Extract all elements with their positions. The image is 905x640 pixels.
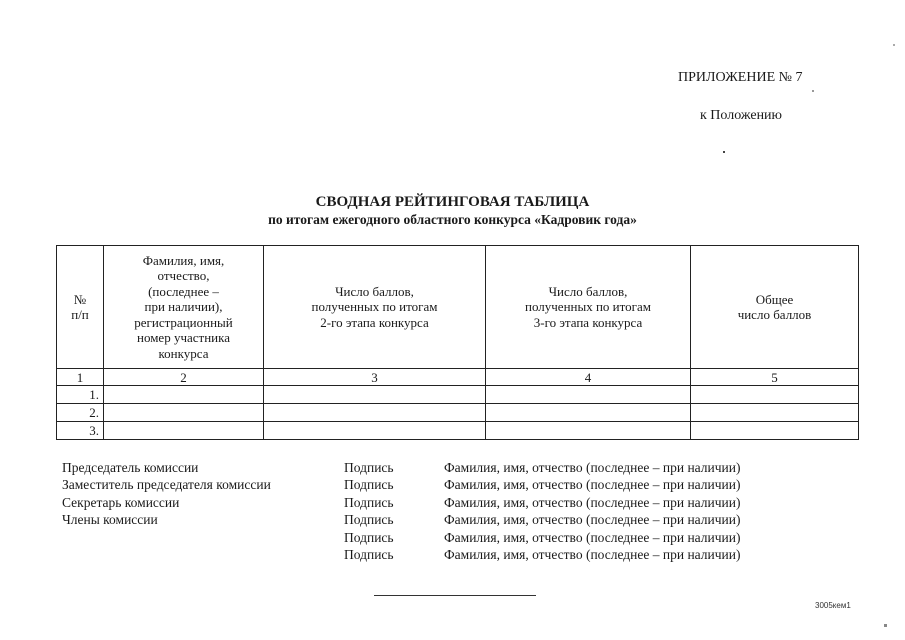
table-row — [57, 386, 859, 404]
column-number: 2 — [104, 369, 264, 386]
signature-row — [62, 511, 804, 528]
document-subtitle: по итогам ежегодного областного конкурса «Кадровик года» — [268, 212, 637, 227]
document-title: СВОДНАЯ РЕЙТИНГОВАЯ ТАБЛИЦА — [315, 194, 590, 210]
participant-cell — [104, 386, 264, 404]
signatory-role: Члены комиссии — [62, 512, 158, 528]
header-line: при наличии), — [144, 299, 223, 315]
header-line: 2-го этапа конкурса — [320, 314, 429, 330]
header-line: отчество, — [157, 268, 210, 284]
appendix-reference: к Положению — [700, 108, 783, 123]
column-number: 3 — [264, 369, 486, 386]
table-header-row — [57, 246, 859, 369]
header-line: число баллов — [737, 307, 812, 322]
signature-field: Подпись — [344, 512, 394, 528]
footer-divider — [374, 595, 536, 596]
signature-row — [62, 459, 804, 476]
signature-row — [62, 529, 804, 546]
total-score-cell — [691, 386, 859, 404]
signature-field: Подпись — [344, 460, 394, 475]
column-number: 4 — [486, 369, 691, 386]
table-row — [57, 404, 859, 422]
signature-block — [62, 459, 804, 563]
header-line: № — [73, 291, 87, 307]
signatory-role: Секретарь комиссии — [62, 494, 180, 510]
column-number-row — [57, 369, 859, 386]
header-cell-stage3-score — [486, 246, 691, 369]
signatory-name: Фамилия, имя, отчество (последнее – при наличии) — [444, 460, 741, 475]
header-line: (последнее – — [148, 283, 219, 299]
table-row — [57, 422, 859, 440]
header-line: 3-го этапа конкурса — [533, 314, 643, 330]
row-index: 3. — [57, 422, 104, 440]
signatory-role: Заместитель председателя комиссии — [62, 477, 271, 493]
header-cell-total-score — [691, 246, 859, 369]
participant-cell — [104, 404, 264, 422]
stage3-score-cell — [486, 386, 691, 404]
appendix-number: ПРИЛОЖЕНИЕ № 7 — [678, 70, 803, 85]
header-line: Число баллов, — [548, 283, 628, 299]
header-cell-stage2-score — [264, 246, 486, 369]
row-index: 1. — [57, 386, 104, 404]
total-score-cell — [691, 404, 859, 422]
header-line: номер участника — [136, 330, 231, 346]
header-line: полученных по итогам — [311, 299, 438, 315]
signature-row — [62, 494, 804, 511]
header-line: полученных по итогам — [525, 299, 651, 315]
header-line: конкурса — [158, 345, 209, 361]
stage2-score-cell — [264, 404, 486, 422]
participant-cell — [104, 422, 264, 440]
column-number: 1 — [57, 369, 104, 386]
column-number: 5 — [691, 369, 859, 386]
document-code: 3005кем1 — [815, 601, 851, 610]
scan-speck — [893, 44, 895, 46]
signature-row — [62, 476, 804, 493]
header-line: Общее — [755, 291, 794, 307]
signatory-name: Фамилия, имя, отчество (последнее – при наличии) — [444, 547, 741, 563]
header-line: регистрационный — [134, 314, 233, 330]
header-cell-participant — [104, 246, 264, 369]
scan-speck — [812, 90, 814, 92]
header-cell-index — [57, 246, 104, 369]
header-line: Число баллов, — [335, 283, 414, 299]
scan-speck — [884, 624, 887, 627]
row-index: 2. — [57, 404, 104, 422]
signatory-role: Председатель комиссии — [62, 460, 199, 475]
signatory-name: Фамилия, имя, отчество (последнее – при наличии) — [444, 477, 741, 493]
header-line: п/п — [71, 307, 89, 322]
signatory-name: Фамилия, имя, отчество (последнее – при наличии) — [444, 512, 741, 528]
header-line: Фамилия, имя, — [142, 252, 225, 268]
stage2-score-cell — [264, 386, 486, 404]
signatory-name: Фамилия, имя, отчество (последнее – при наличии) — [444, 494, 741, 510]
stage2-score-cell — [264, 422, 486, 440]
signature-field: Подпись — [344, 477, 394, 493]
total-score-cell — [691, 422, 859, 440]
stage3-score-cell — [486, 404, 691, 422]
signatory-name: Фамилия, имя, отчество (последнее – при наличии) — [444, 529, 741, 545]
signatory-role — [62, 529, 344, 546]
signature-field: Подпись — [344, 547, 394, 563]
scan-speck — [723, 151, 725, 153]
signature-row — [62, 546, 804, 563]
rating-table — [56, 245, 859, 440]
signature-field: Подпись — [344, 529, 394, 545]
signatory-role — [62, 546, 344, 563]
signature-field: Подпись — [344, 494, 394, 510]
stage3-score-cell — [486, 422, 691, 440]
